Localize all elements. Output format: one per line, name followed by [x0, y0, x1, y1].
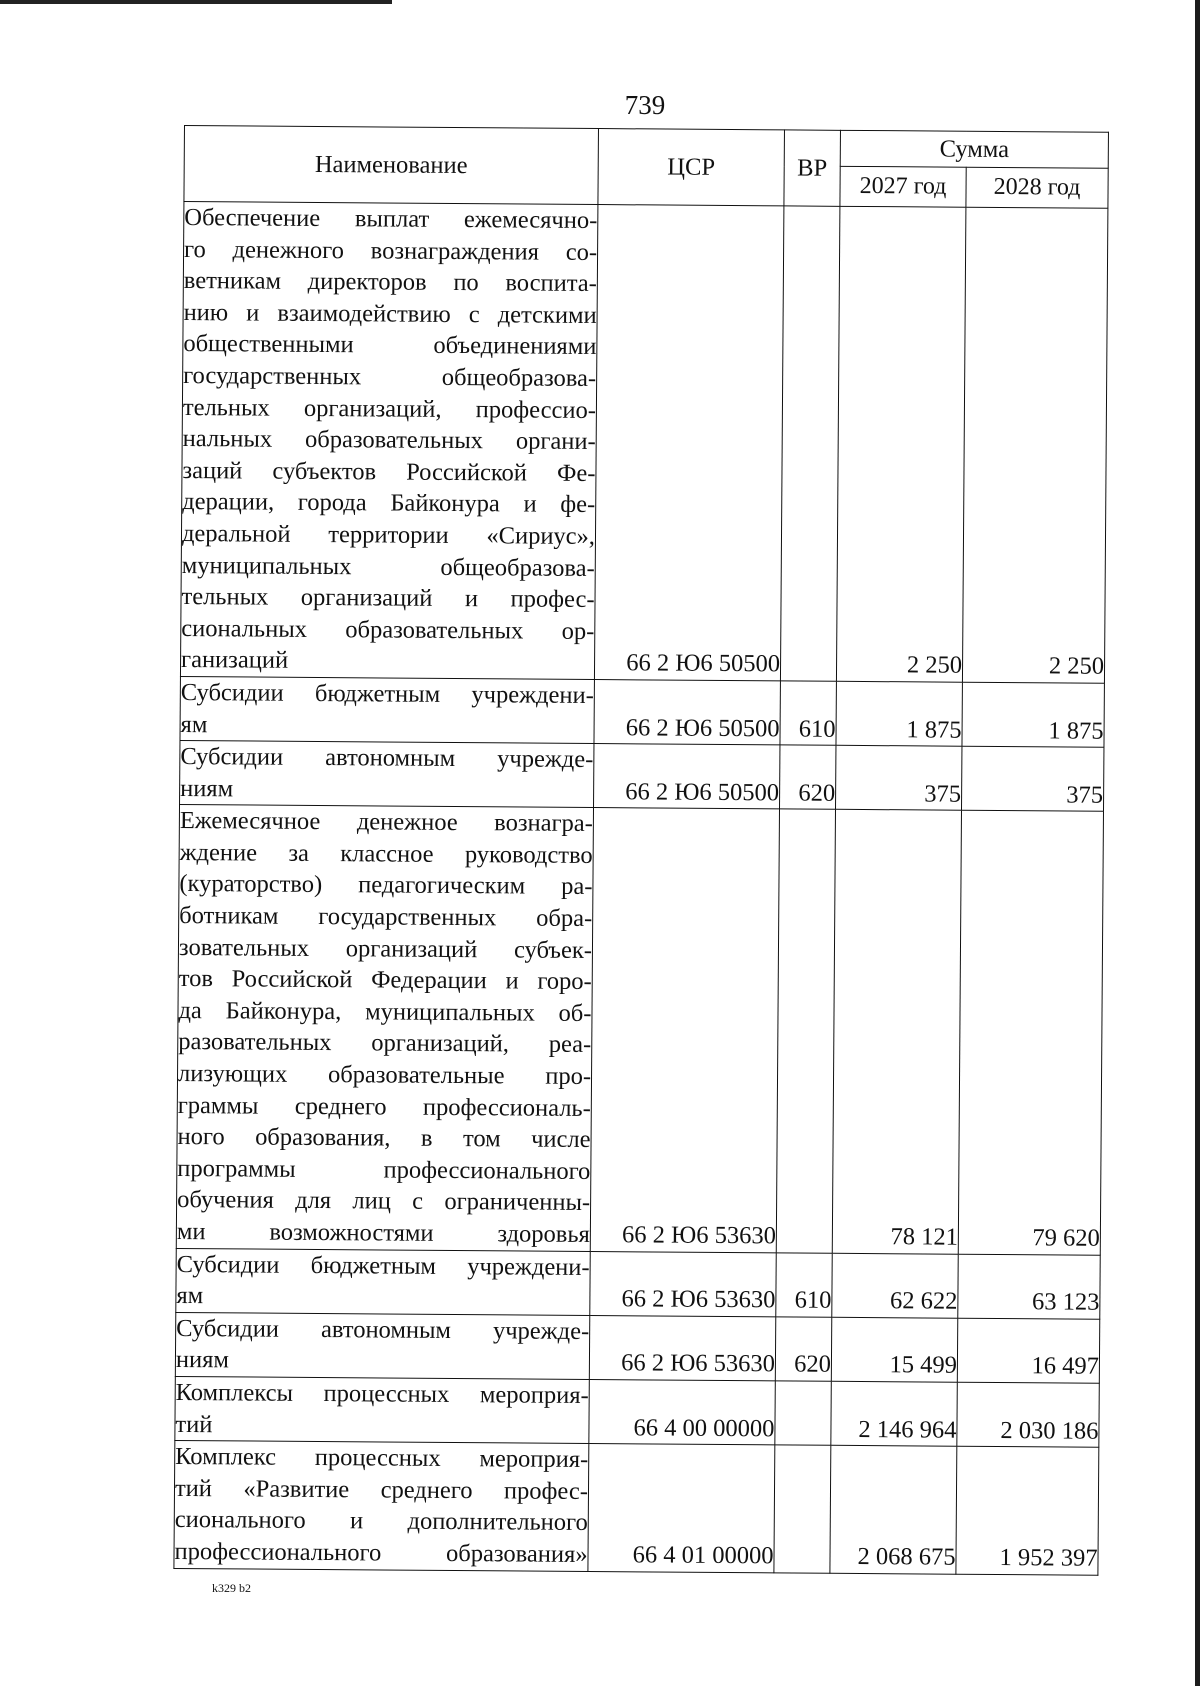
table-row	[180, 202, 1107, 684]
table-row	[174, 1441, 1099, 1575]
header-year-2027: 2027 год	[840, 167, 966, 207]
row-name-line: Субсидии автономным учрежде-	[176, 1314, 590, 1345]
row-name-line: заций субъектов Российской Фе-	[182, 456, 596, 487]
header-sum: Сумма	[840, 130, 1108, 168]
row-name	[175, 1312, 589, 1379]
document-code: k329 b2	[212, 1581, 251, 1595]
row-name-line: ного образования, в том числе	[177, 1123, 591, 1154]
row-name-line: деральной территории «Сириус»,	[181, 519, 596, 550]
row-name-line: го денежного вознаграждения со-	[183, 235, 598, 266]
row-csr: 66 2 Ю6 50500	[594, 744, 780, 810]
row-vr	[776, 809, 835, 1253]
row-vr: 620	[780, 745, 836, 810]
row-csr: 66 4 00 00000	[589, 1379, 775, 1445]
row-sum-2028: 1 952 397	[956, 1446, 1099, 1574]
row-name-line: разовательных организаций, реа-	[178, 1028, 592, 1059]
row-name-line: программы профессионального	[177, 1154, 591, 1185]
row-name-line: тельных организаций, профессио-	[182, 393, 597, 424]
row-name-line: зовательных организаций субъек-	[178, 933, 593, 964]
row-sum-2028: 375	[961, 746, 1103, 811]
row-csr: 66 2 Ю6 50500	[594, 205, 783, 681]
row-name-line: тельных организаций и профес-	[181, 583, 595, 614]
row-name-line: Субсидии бюджетным учреждени-	[180, 678, 594, 709]
row-sum-2027: 2 250	[836, 206, 965, 682]
row-sum-2028: 16 497	[957, 1318, 1099, 1383]
header-name: Наименование	[184, 126, 599, 205]
row-sum-2027: 1 875	[836, 681, 962, 746]
row-vr	[780, 206, 839, 681]
row-name-line: лизующих образовательные про-	[177, 1060, 592, 1091]
row-name-line: муниципальных общеобразова-	[181, 551, 595, 582]
header-csr: ЦСР	[598, 129, 785, 206]
table-row	[175, 1376, 1099, 1447]
row-name	[180, 676, 594, 743]
row-name	[176, 1248, 590, 1315]
row-name	[175, 1376, 589, 1443]
scan-edge-right	[1195, 0, 1200, 1686]
row-sum-2027: 375	[835, 745, 961, 810]
row-vr	[774, 1445, 831, 1573]
row-sum-2028: 79 620	[958, 810, 1103, 1254]
row-name-line: общественными объединениями	[183, 330, 597, 361]
row-name-line: нию и взаимодействию с детскими	[183, 298, 597, 329]
row-vr: 620	[775, 1317, 831, 1382]
row-name-line: ботникам государственных обра-	[179, 902, 593, 933]
row-sum-2027: 2 146 964	[831, 1381, 957, 1446]
row-name-line: Обеспечение выплат ежемесячно-	[184, 204, 598, 235]
header-row	[184, 126, 1108, 169]
table-row	[175, 1312, 1099, 1383]
row-csr: 66 2 Ю6 53630	[590, 808, 779, 1253]
page-number: 739	[624, 90, 666, 120]
row-csr: 66 2 Ю6 50500	[594, 679, 780, 745]
row-sum-2028: 1 875	[962, 682, 1104, 747]
row-name-line: обучения для лиц с ограниченны-	[177, 1186, 591, 1217]
row-sum-2028: 2 250	[962, 207, 1107, 683]
row-vr	[775, 1381, 831, 1446]
row-name-line: нальных образовательных органи-	[182, 425, 596, 456]
header-year-2028: 2028 год	[966, 168, 1108, 209]
row-name	[180, 202, 597, 680]
row-vr: 610	[776, 1252, 832, 1317]
row-name-line: ям	[180, 710, 208, 738]
row-sum-2027: 62 622	[832, 1253, 958, 1318]
row-name-line: Комплексы процессных мероприя-	[175, 1378, 589, 1409]
row-sum-2028: 63 123	[958, 1254, 1100, 1319]
row-name-line: (кураторство) педагогическим ра-	[179, 870, 593, 901]
row-name	[176, 805, 593, 1251]
row-name-line: Ежемесячное денежное вознагра-	[179, 807, 593, 838]
row-name-line: ниям	[175, 1346, 230, 1374]
row-name-line: ветникам директоров по воспита-	[183, 267, 597, 298]
row-name-line: Субсидии автономным учрежде-	[180, 743, 594, 774]
row-name-line: дерации, города Байконура и фе-	[182, 488, 596, 519]
table-row	[176, 1248, 1100, 1319]
row-name	[180, 741, 594, 808]
row-csr: 66 4 01 00000	[588, 1444, 775, 1573]
row-name-line: ми возможностями здоровья	[176, 1217, 590, 1249]
table-row	[180, 741, 1104, 812]
row-name-line: Комплекс процессных мероприя-	[175, 1443, 589, 1474]
row-name-line: профессионального образования»	[174, 1537, 588, 1568]
row-name-line: тий «Развитие среднего профес-	[174, 1474, 589, 1505]
row-csr: 66 2 Ю6 53630	[589, 1315, 775, 1381]
row-sum-2028: 2 030 186	[957, 1382, 1099, 1447]
row-name-line: тий	[175, 1410, 213, 1438]
row-name-line: ниям	[180, 774, 234, 803]
row-name-line: граммы среднего профессиональ-	[177, 1091, 591, 1122]
table-row	[176, 805, 1103, 1255]
scan-edge-top	[0, 0, 392, 4]
row-sum-2027: 78 121	[832, 810, 961, 1254]
row-name-line: сионального и дополнительного	[174, 1506, 588, 1537]
row-name	[174, 1441, 589, 1571]
row-name-line: государственных общеобразова-	[183, 361, 597, 392]
table-row	[180, 676, 1104, 747]
row-vr: 610	[780, 681, 836, 746]
row-name-line: тов Российской Федерации и горо-	[178, 965, 592, 996]
row-name-line: ганизаций	[180, 646, 289, 675]
header-vr: ВР	[784, 130, 841, 206]
row-sum-2027: 2 068 675	[830, 1445, 957, 1573]
row-name-line: ждение за классное руководство	[179, 838, 593, 869]
table-body	[174, 202, 1108, 1575]
row-sum-2027: 15 499	[831, 1317, 957, 1382]
row-name-line: Субсидии бюджетным учреждени-	[176, 1250, 590, 1281]
row-name-line: да Байконура, муниципальных об-	[178, 996, 592, 1027]
row-csr: 66 2 Ю6 53630	[590, 1251, 776, 1317]
row-name-line: сиональных образовательных ор-	[181, 614, 595, 645]
row-name-line: ям	[176, 1282, 204, 1310]
budget-table	[173, 125, 1109, 1575]
